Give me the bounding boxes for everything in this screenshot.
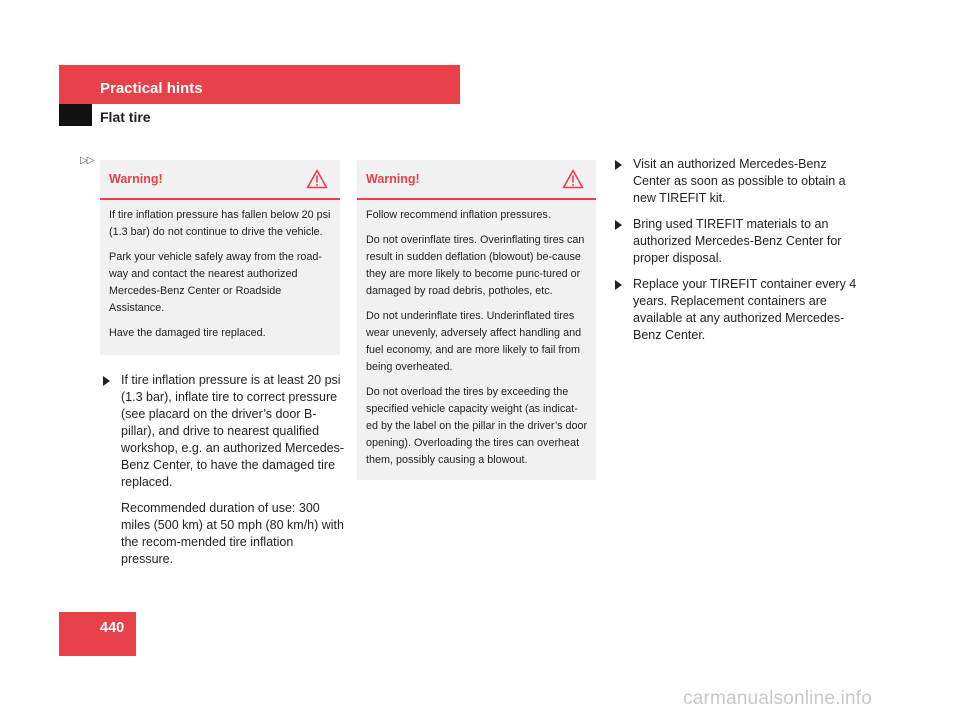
watermark: carmanualsonline.info [683, 688, 873, 709]
warning-paragraph: Do not overload the tires by exceeding the specified vehicle capacity weight (as indicat-ed by the label on the pillar in the driver’s door opening). Overloading the tires can overheat them, possibly causing a blowout. [366, 386, 588, 466]
instruction-text: Replace your TIREFIT container every 4 years. Replacement containers are available at any authorized Mercedes-Benz Center. [633, 277, 857, 342]
instruction-item [101, 372, 346, 491]
warning-paragraph: If tire inflation pressure has fallen below 20 psi (1.3 bar) do not continue to drive the vehicle. [109, 209, 331, 238]
instruction-item [613, 276, 858, 344]
warning-triangle-icon [306, 169, 328, 189]
warning-header [100, 160, 340, 200]
warning-paragraph: Do not underinflate tires. Underinflated tires wear unevenly, adversely affect handling and fuel economy, and are more likely to fail from being overheated. [366, 310, 582, 373]
subsection-title: Flat tire [100, 109, 151, 125]
warning-label: Warning! [366, 172, 420, 186]
left-column [101, 372, 346, 568]
section-marker [59, 104, 92, 126]
usage-note: Recommended duration of use: 300 miles (500 km) at 50 mph (80 km/h) with the recom-mended tire inflation pressure. [121, 501, 344, 566]
instruction-text: Bring used TIREFIT materials to an authorized Mercedes-Benz Center for proper disposal. [633, 217, 842, 265]
instruction-text: If tire inflation pressure is at least 20 psi (1.3 bar), inflate tire to correct pressure (see placard on the driver’s door B-pillar), and drive to nearest qualified workshop, e.g. an authorized Mercedes-Benz Center, to have the damaged tire replaced. [121, 373, 345, 489]
instruction-item [613, 216, 858, 267]
right-column [613, 156, 858, 353]
continued-mark: ▷▷ [80, 155, 94, 166]
instruction-text: Visit an authorized Mercedes-Benz Center as soon as possible to obtain a new TIREFIT kit. [633, 157, 846, 205]
warning-label: Warning! [109, 172, 163, 186]
section-title: Practical hints [100, 80, 203, 97]
warning-header [357, 160, 596, 200]
warning-box-middle [357, 160, 596, 480]
bullet-arrow-icon [103, 376, 110, 386]
warning-paragraph: Have the damaged tire replaced. [109, 327, 266, 339]
warning-triangle-icon [562, 169, 584, 189]
bullet-arrow-icon [615, 160, 622, 170]
warning-paragraph: Park your vehicle safely away from the road-way and contact the nearest authorized Mercedes-Benz Center or Roadside Assistance. [109, 251, 323, 314]
bullet-arrow-icon [615, 280, 622, 290]
page-number: 440 [100, 620, 125, 636]
warning-paragraph: Follow recommend inflation pressures. [366, 209, 551, 221]
bullet-arrow-icon [615, 220, 622, 230]
warning-paragraph: Do not overinflate tires. Overinflating tires can result in sudden deflation (blowout) be-cause they are more likely to become punc-tured or damaged by road debris, potholes, etc. [366, 234, 585, 297]
instruction-item [613, 156, 858, 207]
warning-box-left [100, 160, 340, 355]
page-number-tab [59, 612, 136, 656]
